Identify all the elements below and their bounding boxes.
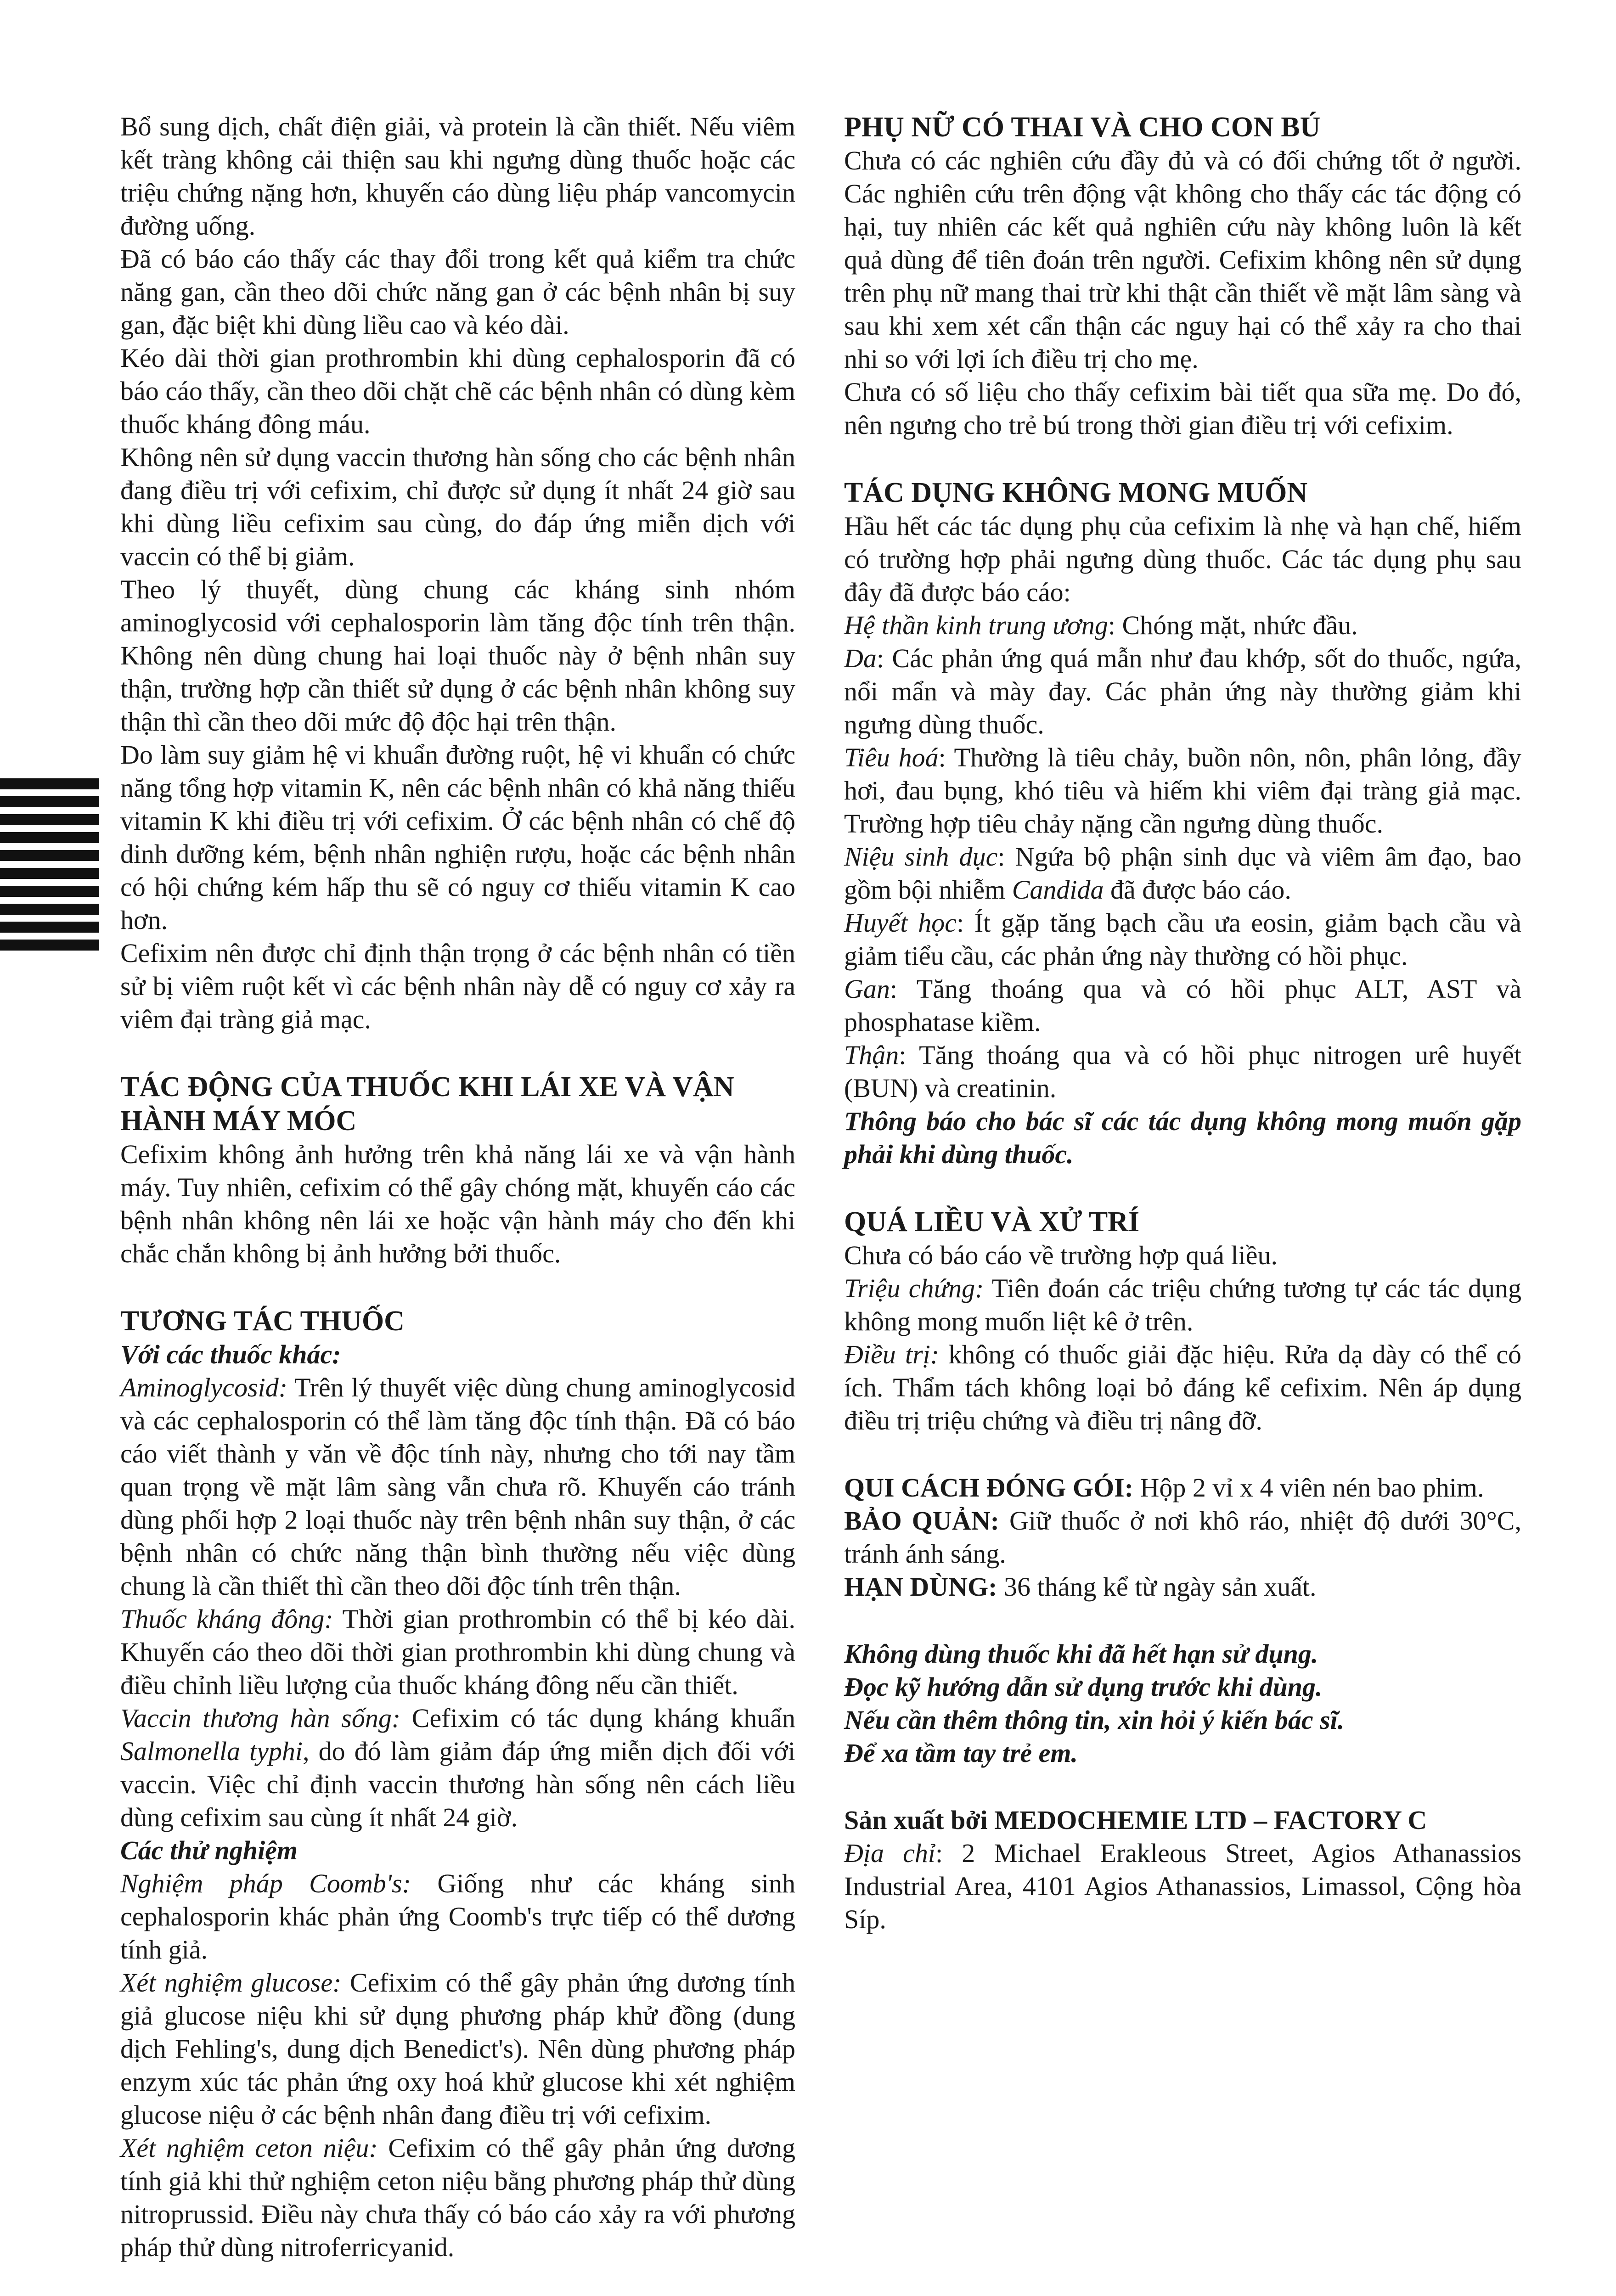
paragraph-ketone-test xyxy=(120,2132,795,2264)
label-ketone-test: Xét nghiệm ceton niệu: xyxy=(120,2133,378,2163)
text-skin: : Các phản ứng quá mẫn như đau khớp, sốt do thuốc, ngứa, nổi mẩn và mày đay. Các phản ứng này thường giảm khi ngưng dùng thuốc. xyxy=(844,643,1521,739)
label-packaging: QUI CÁCH ĐÓNG GÓI: xyxy=(844,1473,1133,1503)
paragraph-liver xyxy=(844,973,1521,1039)
text-live-vaccine-2: , do đó làm giảm đáp ứng miễn dịch đối với vaccin. Việc chỉ định vaccin thương hàn sống nên cách liều dùng cefixim sau cùng ít nhất 24 giờ. xyxy=(120,1736,795,1832)
text-aminoglycosid: Trên lý thuyết việc dùng chung aminoglycosid và các cephalosporin có thể làm tăng độc tính thận. Đã có báo cáo viết thành y văn về độc tính này, nhưng cho tới nay tầm quan trọng về mặt lâm sàng vẫn chưa rõ. Khuyến cáo tránh dùng phối hợp 2 loại thuốc này trên bệnh nhân suy thận, ở các bệnh nhân có chức năng thận bình thường nếu việc dùng chung là cần thiết thì cần theo dõi độc tính trên thận. xyxy=(120,1373,795,1601)
paragraph-address xyxy=(844,1837,1521,1936)
label-anticoagulant: Thuốc kháng đông: xyxy=(120,1604,333,1634)
text-expiry: 36 tháng kể từ ngày sản xuất. xyxy=(997,1572,1317,1602)
right-column xyxy=(844,110,1521,1936)
label-address: Địa chỉ xyxy=(844,1838,935,1868)
subheading-other-drugs: Với các thuốc khác: xyxy=(120,1339,341,1369)
paragraph-kidney xyxy=(844,1039,1521,1105)
label-storage: BẢO QUẢN: xyxy=(844,1506,999,1536)
subheading-tests: Các thử nghiệm xyxy=(120,1835,298,1865)
heading-overdose: QUÁ LIỀU VÀ XỬ TRÍ xyxy=(844,1206,1140,1238)
text-candida: Candida xyxy=(1012,875,1104,905)
paragraph-aminoglycosid-interaction xyxy=(120,1371,795,1603)
text-cns: : Chóng mặt, nhức đầu. xyxy=(1108,610,1358,640)
paragraph-treatment xyxy=(844,1338,1521,1437)
paragraph-coombs xyxy=(120,1867,795,1966)
paragraph-genitourinary xyxy=(844,840,1521,906)
paragraph-cns xyxy=(844,609,1521,642)
paragraph-glucose-test xyxy=(120,1966,795,2132)
left-column xyxy=(120,110,795,2264)
text-packaging: Hộp 2 vỉ x 4 viên nén bao phim. xyxy=(1133,1473,1484,1503)
paragraph-vitamin-k: Do làm suy giảm hệ vi khuẩn đường ruột, hệ vi khuẩn có chức năng tổng hợp vitamin K, nên các bệnh nhân có khả năng thiếu vitamin K khi điều trị với cefixim. Ở các bệnh nhân có chế độ dinh dưỡng kém, bệnh nhân nghiện rượu, hoặc các bệnh nhân có hội chứng kém hấp thu sẽ có nguy cơ thiếu vitamin K cao hơn. xyxy=(120,740,795,935)
label-symptoms: Triệu chứng: xyxy=(844,1273,984,1303)
label-cns: Hệ thần kinh trung ương xyxy=(844,610,1108,640)
text-genitourinary-2: đã được báo cáo. xyxy=(1104,875,1291,905)
paragraph-symptoms xyxy=(844,1272,1521,1338)
paragraph-aminoglycoside: Theo lý thuyết, dùng chung các kháng sinh nhóm aminoglycosid với cephalosporin làm tăng độc tính trên thận. Không nên dùng chung hai loại thuốc này ở bệnh nhân suy thận, trường hợp cần thiết sử dụng ở các bệnh nhân không suy thận thì cần theo dõi mức độ độc hại trên thận. xyxy=(120,574,795,737)
text-ketone-test: Cefixim có thể gây phản ứng dương tính giả khi thử nghiệm ceton niệu bằng phương pháp thử dùng nitroprussid. Điều này chưa thấy có báo cáo xảy ra với phương pháp thử dùng nitroferricyanid. xyxy=(120,2133,795,2262)
paragraph-pregnancy: Chưa có các nghiên cứu đầy đủ và có đối chứng tốt ở người. Các nghiên cứu trên động vật không cho thấy các tác động có hại, tuy nhiên các kết quả nghiên cứu này không luôn là kết quả dùng để tiên đoán trên người. Cefixim không nên sử dụng trên phụ nữ mang thai trừ khi thật cần thiết về mặt lâm sàng và sau khi xem xét cẩn thận các nguy hại có thể xảy ra cho thai nhi so với lợi ích điều trị cho mẹ. xyxy=(844,146,1521,374)
text-live-vaccine-1: Cefixim có tác dụng kháng khuẩn xyxy=(400,1703,795,1733)
label-skin: Da xyxy=(844,643,877,673)
text-glucose-test: Cefixim có thể gây phản ứng dương tính giả glucose niệu khi sử dụng phương pháp khử đồng (dung dịch Fehling's, dung dịch Benedict's). Nên dùng phương pháp enzym xúc tác phản ứng oxy hoá khử glucose khi xét nghiệm glucose niệu ở các bệnh nhân đang điều trị với cefixim. xyxy=(120,1968,795,2130)
text-coombs: Giống như các kháng sinh cephalosporin khác phản ứng Coomb's trực tiếp có thể dương tính giả. xyxy=(120,1868,796,1964)
label-aminoglycosid: Aminoglycosid: xyxy=(120,1373,288,1402)
side-effects-note: Thông báo cho bác sĩ các tác dụng không mong muốn gặp phải khi dùng thuốc. xyxy=(844,1106,1521,1169)
paragraph-overdose: Chưa có báo cáo về trường hợp quá liều. xyxy=(844,1240,1278,1270)
label-kidney: Thận xyxy=(844,1040,899,1070)
label-coombs: Nghiệm pháp Coomb's: xyxy=(120,1868,411,1898)
text-hematology: : Ít gặp tăng bạch cầu ưa eosin, giảm bạch cầu và giảm tiểu cầu, các phản ứng này thường có hồi phục. xyxy=(844,908,1521,971)
text-liver: : Tăng thoáng qua và có hồi phục ALT, AST và phosphatase kiềm. xyxy=(844,974,1521,1037)
paragraph-side-effects: Hầu hết các tác dụng phụ của cefixim là nhẹ và hạn chế, hiếm có trường hợp phải ngưng dùng thuốc. Các tác dụng phụ sau đây đã được báo cáo: xyxy=(844,511,1521,607)
paragraph-prothrombin: Kéo dài thời gian prothrombin khi dùng cephalosporin đã có báo cáo thấy, cần theo dõi chặt chẽ các bệnh nhân có dùng kèm thuốc kháng đông máu. xyxy=(120,343,795,439)
paragraph-skin xyxy=(844,642,1521,741)
text-kidney: : Tăng thoáng qua và có hồi phục nitrogen urê huyết (BUN) và creatinin. xyxy=(844,1040,1521,1103)
text-digestive: : Thường là tiêu chảy, buồn nôn, nôn, phân lỏng, đầy hơi, đau bụng, khó tiêu và hiếm khi viêm đại tràng giả mạc. Trường hợp tiêu chảy nặng cần ngưng dùng thuốc. xyxy=(844,743,1521,838)
heading-pregnancy: PHỤ NỮ CÓ THAI VÀ CHO CON BÚ xyxy=(844,112,1321,143)
label-digestive: Tiêu hoá xyxy=(844,743,939,772)
paragraph-storage xyxy=(844,1504,1521,1570)
paragraph-anticoagulant xyxy=(120,1603,795,1702)
text-address: : 2 Michael Erakleous Street, Agios Athanassios Industrial Area, 4101 Agios Athanassios, Limassol, Cộng hòa Síp. xyxy=(844,1838,1521,1934)
label-expiry: HẠN DÙNG: xyxy=(844,1572,997,1602)
paragraph-driving: Cefixim không ảnh hưởng trên khả năng lái xe và vận hành máy. Tuy nhiên, cefixim có thể gây chóng mặt, khuyến cáo các bệnh nhân không nên lái xe hoặc vận hành máy cho đến khi chắc chắn không bị ảnh hưởng bởi thuốc. xyxy=(120,1139,795,1268)
paragraph-typhoid-vaccine: Không nên sử dụng vaccin thương hàn sống cho các bệnh nhân đang điều trị với cefixim, chỉ được sử dụng ít nhất 24 giờ sau khi dùng liều cefixim sau cùng, do đáp ứng miễn dịch với vaccin có thể bị giảm. xyxy=(120,442,795,571)
warning-read-instructions: Đọc kỹ hướng dẫn sử dụng trước khi dùng. xyxy=(844,1672,1323,1702)
label-genitourinary: Niệu sinh dục xyxy=(844,842,998,872)
paragraph-breastfeeding: Chưa có số liệu cho thấy cefixim bài tiết qua sữa mẹ. Do đó, nên ngưng cho trẻ bú trong thời gian điều trị với cefixim. xyxy=(844,377,1521,440)
heading-drug-interactions: TƯƠNG TÁC THUỐC xyxy=(120,1306,405,1337)
text-anticoagulant: Thời gian prothrombin có thể bị kéo dài. Khuyến cáo theo dõi thời gian prothrombin khi dùng chung và điều chỉnh liều lượng của thuốc kháng đông nếu cần thiết. xyxy=(120,1604,795,1700)
paragraph-pseudomembranous-colitis: Cefixim nên được chỉ định thận trọng ở các bệnh nhân có tiền sử bị viêm ruột kết vì các bệnh nhân này dễ có nguy cơ xảy ra viêm đại tràng giả mạc. xyxy=(120,938,795,1034)
label-live-vaccine: Vaccin thương hàn sống: xyxy=(120,1703,401,1733)
text-storage: Giữ thuốc ở nơi khô ráo, nhiệt độ dưới 30°C, tránh ánh sáng. xyxy=(844,1506,1521,1569)
text-symptoms: Tiên đoán các triệu chứng tương tự các tác dụng không mong muốn liệt kê ở trên. xyxy=(844,1273,1521,1336)
paragraph-liver-function: Đã có báo cáo thấy các thay đổi trong kết quả kiểm tra chức năng gan, cần theo dõi chức năng gan ở các bệnh nhân bị suy gan, đặc biệt khi dùng liều cao và kéo dài. xyxy=(120,244,795,340)
label-hematology: Huyết học xyxy=(844,908,957,938)
paragraph-expiry xyxy=(844,1570,1521,1604)
paragraph-hematology xyxy=(844,906,1521,973)
warning-expired: Không dùng thuốc khi đã hết hạn sử dụng. xyxy=(844,1639,1318,1669)
paragraph-colitis: Bổ sung dịch, chất điện giải, và protein là cần thiết. Nếu viêm kết tràng không cải thiện sau khi ngưng dùng thuốc hoặc các triệu chứng nặng hơn, khuyến cáo dùng liệu pháp vancomycin đường uống. xyxy=(120,112,795,241)
manufacturer: Sản xuất bởi MEDOCHEMIE LTD – FACTORY C xyxy=(844,1805,1427,1835)
label-treatment: Điều trị: xyxy=(844,1339,940,1369)
paragraph-live-vaccine xyxy=(120,1702,795,1834)
label-glucose-test: Xét nghiệm glucose: xyxy=(120,1968,342,1998)
text-genitourinary-1: : Ngứa bộ phận sinh dục và viêm âm đạo, bao gồm bội nhiễm xyxy=(844,842,1521,905)
text-treatment: không có thuốc giải đặc hiệu. Rửa dạ dày có thể có ích. Thẩm tách không loại bỏ đáng kể cefixim. Nên áp dụng điều trị triệu chứng và điều trị nâng đỡ. xyxy=(844,1339,1521,1435)
edge-barcode-marks xyxy=(0,778,99,957)
warning-ask-doctor: Nếu cần thêm thông tin, xin hỏi ý kiến bác sĩ. xyxy=(844,1705,1345,1735)
heading-side-effects: TÁC DỤNG KHÔNG MONG MUỐN xyxy=(844,477,1308,508)
warning-keep-away-children: Để xa tầm tay trẻ em. xyxy=(844,1738,1078,1768)
text-salmonella: Salmonella typhi xyxy=(120,1736,303,1766)
paragraph-packaging xyxy=(844,1471,1521,1504)
label-liver: Gan xyxy=(844,974,890,1004)
paragraph-digestive xyxy=(844,741,1521,840)
heading-driving: TÁC ĐỘNG CỦA THUỐC KHI LÁI XE VÀ VẬN HÀNH MÁY MÓC xyxy=(120,1071,734,1137)
